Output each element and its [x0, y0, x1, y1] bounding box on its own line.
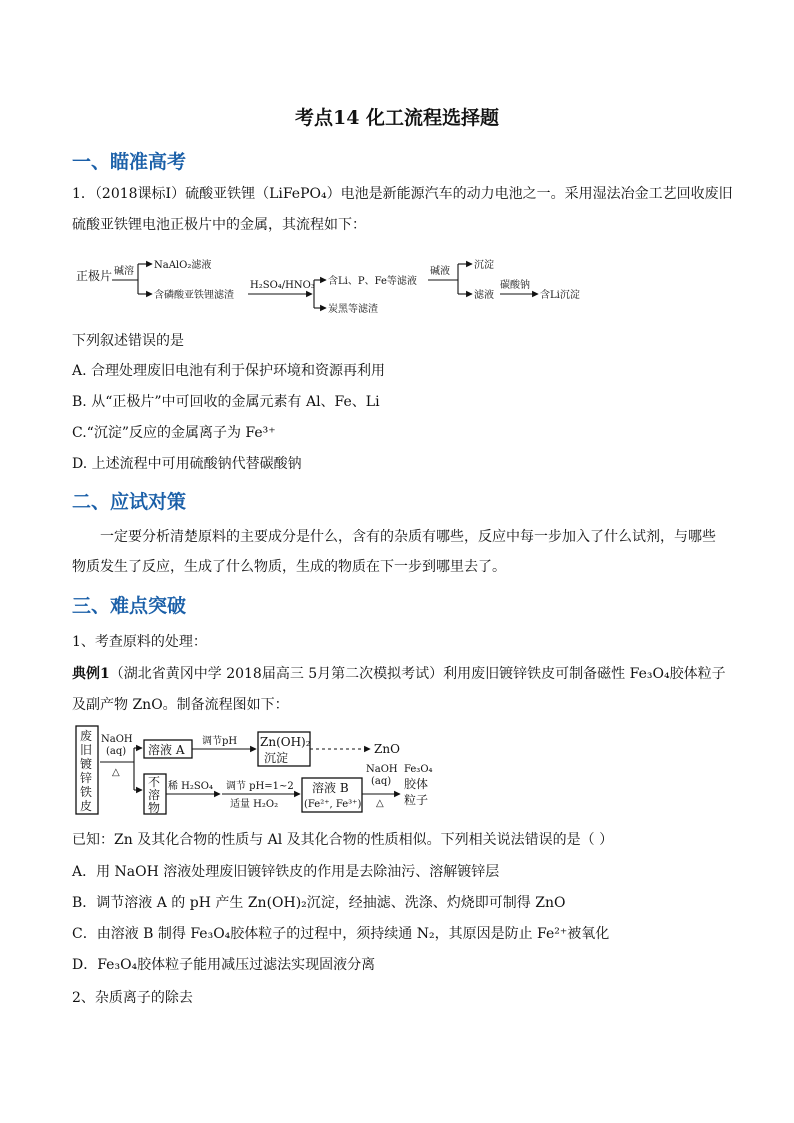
dilute-h2so4: 稀 H₂SO₄	[168, 781, 213, 792]
example1-line1	[72, 664, 726, 684]
flow1-precipitate: 沉淀	[474, 260, 494, 271]
raw-char-1: 废	[80, 729, 93, 743]
flow1-filtrate: 含Li、P、Fe等滤液	[328, 276, 417, 287]
flow1-final: 含Li沉淀	[540, 290, 580, 301]
ex1-option-d: D．Fe₃O₄胶体粒子能用减压过滤法实现固液分离	[72, 957, 376, 973]
reagent-naoh-2: NaOH	[366, 764, 398, 775]
reagent-aq-2: (aq)	[371, 776, 392, 787]
zno: ZnO	[374, 742, 400, 756]
reagent-delta-2: △	[376, 798, 384, 809]
q1-stem-line2: 硫酸亚铁锂电池正极片中的金属，其流程如下：	[72, 217, 366, 233]
insoluble-char-2: 溶	[148, 788, 161, 802]
example1-text: （湖北省黄冈中学 2018届高三 5月第二次模拟考试）利用废旧镀锌铁皮可制备磁性 Fe₃O₄胶体粒子	[109, 666, 726, 682]
insoluble-char-3: 物	[148, 801, 161, 815]
flow1-filtrate2: 滤液	[474, 290, 494, 301]
adjust-ph: 调节pH	[202, 736, 238, 747]
q1-stem-line1: 1．（2018课标Ⅰ）硫酸亚铁锂（LiFePO₄）电池是新能源汽车的动力电池之一。采用湿法冶金工艺回收废旧	[72, 186, 733, 202]
flow1-product-bottom: 含磷酸亚铁锂滤渣	[154, 290, 234, 301]
flow1-start: 正极片	[76, 269, 113, 283]
q1-option-b: B. 从“正极片”中可回收的金属元素有 Al、Fe、Li	[72, 394, 380, 410]
ex1-option-c: C．由溶液 B 制得 Fe₃O₄胶体粒子的过程中，须持续通 N₂，其原因是防止 Fe²⁺被氧化	[72, 926, 610, 942]
ex1-option-b: B．调节溶液 A 的 pH 产生 Zn(OH)₂沉淀，经抽滤、洗涤、灼烧即可制得 ZnO	[72, 895, 566, 911]
section2-paragraph: 一定要分析清楚原料的主要成分是什么，含有的杂质有哪些，反应中每一步加入了什么试剂，与哪些物质发生了反应，生成了什么物质，生成的物质在下一步到哪里去了。	[72, 529, 716, 575]
raw-char-5: 铁	[80, 785, 93, 799]
flow1-reagent3: 碱液	[430, 266, 450, 277]
example1-line2: 及副产物 ZnO。制备流程图如下：	[72, 697, 289, 713]
page-title: 考点14 化工流程选择题	[294, 107, 500, 129]
raw-char-4: 锌	[80, 771, 93, 785]
flow1-reagent2: H₂SO₄/HNO₃	[250, 280, 315, 291]
solution-b-ions: (Fe²⁺, Fe³⁺)	[304, 799, 362, 810]
reagent-aq: (aq)	[106, 746, 127, 757]
q1-option-a: A. 合理处理废旧电池有利于保护环境和资源再利用	[72, 363, 386, 379]
flowchart-1	[72, 250, 632, 314]
znoh2: Zn(OH)₂	[260, 735, 311, 749]
raw-char-2: 旧	[80, 743, 93, 757]
q1-option-c: C.“沉淀”反应的金属离子为 Fe³⁺	[72, 425, 276, 441]
known-statement: 已知：Zn 及其化合物的性质与 Al 及其化合物的性质相似。下列相关说法错误的是（ ）	[72, 832, 614, 848]
q1-option-d: D. 上述流程中可用硫酸钠代替碳酸钠	[72, 456, 302, 472]
insoluble-char-1: 不	[148, 775, 161, 789]
example1-label: 典例1	[72, 666, 110, 682]
q1-question: 下列叙述错误的是	[72, 333, 184, 349]
flow1-reagent4: 碳酸钠	[500, 280, 530, 291]
raw-char-3: 镀	[80, 757, 93, 771]
raw-char-6: 皮	[80, 799, 93, 813]
adjust-ph-2: 调节 pH=1~2	[226, 781, 294, 792]
reagent-naoh: NaOH	[101, 734, 133, 745]
flow1-reagent1: 碱溶	[114, 266, 134, 277]
flow1-residue: 炭黑等滤渣	[328, 304, 378, 314]
h2o2: 适量 H₂O₂	[230, 799, 279, 810]
section3-item2: 2、杂质离子的除去	[72, 990, 193, 1006]
znoh2-precipitate: 沉淀	[264, 751, 289, 765]
reagent-delta: △	[112, 767, 120, 778]
section3-item1: 1、考查原料的处理：	[72, 634, 207, 650]
section-heading-2: 二、应试对策	[72, 491, 187, 513]
section-heading-3: 三、难点突破	[72, 595, 187, 617]
section-heading-1: 一、瞄准高考	[72, 151, 187, 173]
flowchart-2	[72, 722, 452, 818]
flow1-product-top: NaAlO₂滤液	[154, 260, 212, 271]
fe3o4-label: Fe₃O₄	[404, 764, 433, 775]
ex1-option-a: A．用 NaOH 溶液处理废旧镀锌铁皮的作用是去除油污、溶解镀锌层	[72, 864, 500, 880]
solution-a: 溶液 A	[148, 743, 185, 757]
colloid-label-2: 粒子	[404, 793, 429, 807]
solution-b: 溶液 B	[312, 781, 349, 795]
colloid-label-1: 胶体	[404, 777, 429, 791]
